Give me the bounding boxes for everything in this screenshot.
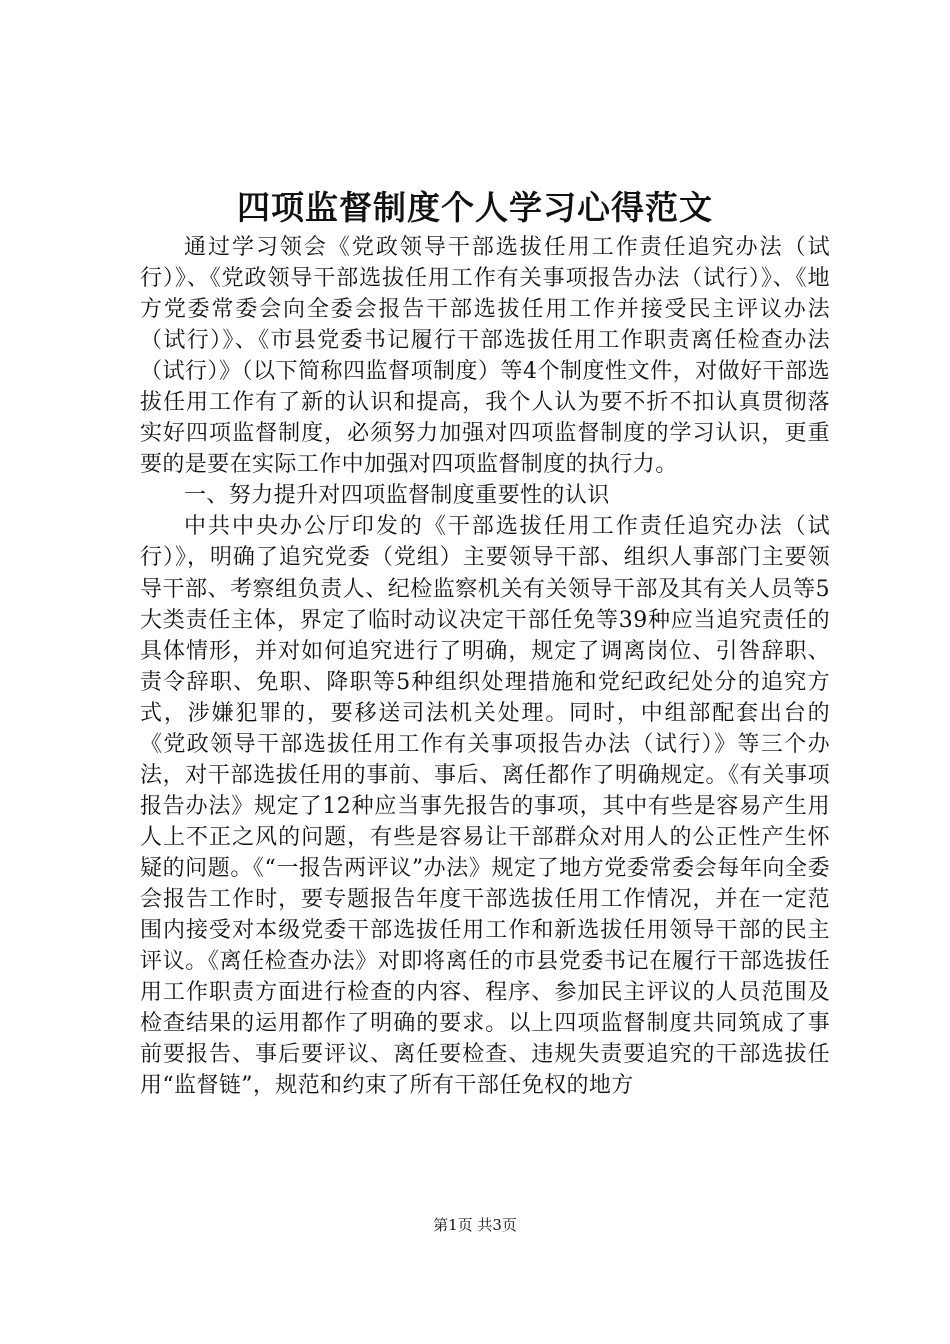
section-heading: 一、努力提升对四项监督制度重要性的认识 — [184, 483, 610, 509]
document-body — [140, 232, 830, 1101]
page-number: 第1页 共3页 — [433, 1216, 517, 1234]
document-title: 四项监督制度个人学习心得范文 — [237, 188, 713, 227]
body-paragraph: 中共中央办公厅印发的《干部选拔任用工作责任追究办法（试行）》，明确了追究党委（党组）主要领导干部、组织人事部门主要领导干部、考察组负责人、纪检监察机关有关领导干部及其有关人员等5大类责任主体，界定了临时动议决定干部任免等39种应当追究责任的具体情形，并对如何追究进行了明确，规定了调离岗位、引咎辞职、责令辞职、免职、降职等5种组织处理措施和党纪政纪处分的追究方式，涉嫌犯罪的，要移送司法机关处理。同时，中组部配套出台的《党政领导干部选拔任用工作有关事项报告办法（试行）》等三个办法，对干部选拔任用的事前、事后、离任都作了明确规定。《有关事项报告办法》规定了12种应当事先报告的事项，其中有些是容易产生用人上不正之风的问题，有些是容易让干部群众对用人的公正性产生怀疑的问题。《“一报告两评议”办法》规定了地方党委常委会每年向全委会报告工作时，要专题报告年度干部选拔任用工作情况，并在一定范围内接受对本级党委干部选拔任用工作和新选拔任用领导干部的民主评议。《离任检查办法》对即将离任的市县党委书记在履行干部选拔任用工作职责方面进行检查的内容、程序、参加民主评议的人员范围及检查结果的运用都作了明确的要求。以上四项监督制度共同筑成了事前要报告、事后要评议、离任要检查、违规失责要追究的干部选拔任用“监督链”，规范和约束了所有干部任免权的地方 — [140, 514, 830, 1099]
intro-paragraph: 通过学习领会《党政领导干部选拔任用工作责任追究办法（试行）》、《党政领导干部选拔任用工作有关事项报告办法（试行）》、《地方党委常委会向全委会报告干部选拔任用工作并接受民主评议办法（试行）》、《市县党委书记履行干部选拔任用工作职责离任检查办法（试行）》（以下简称四监督项制度）等4个制度性文件，对做好干部选拔任用工作有了新的认识和提高，我个人认为要不折不扣认真贯彻落实好四项监督制度，必须努力加强对四项监督制度的学习认识，更重要的是要在实际工作中加强对四项监督制度的执行力。 — [140, 235, 830, 478]
